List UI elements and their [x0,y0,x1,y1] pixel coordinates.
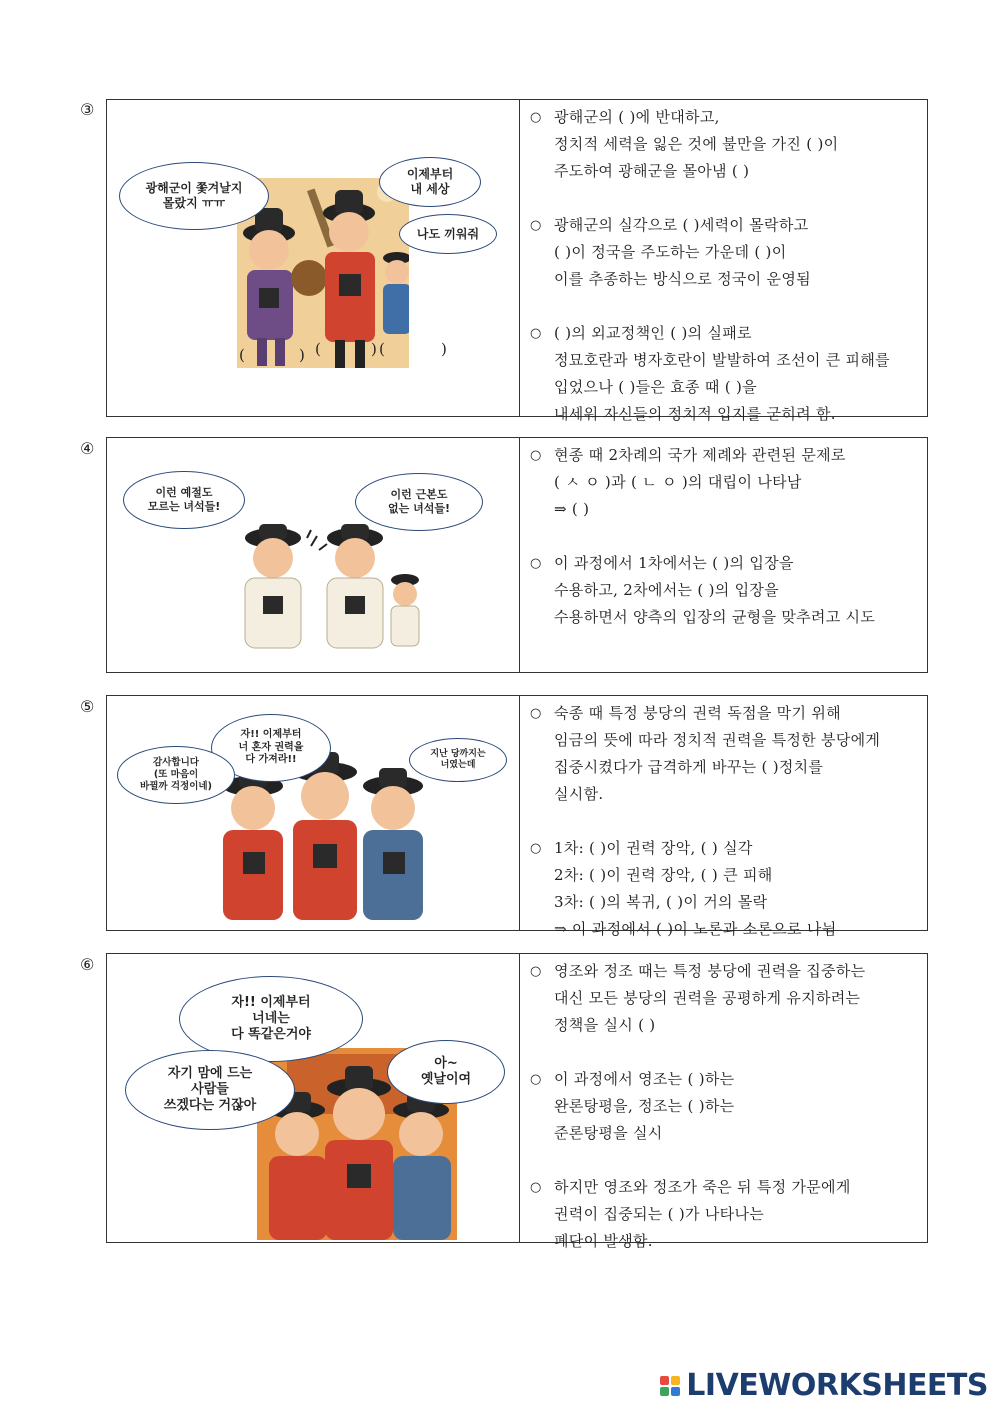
section-6-illustration [107,954,520,1242]
paragraph [530,835,919,943]
bullet-icon: ○ [530,841,542,856]
speech-bubble: 이런 예절도 모르는 녀석들! [123,471,245,529]
text-line: ( )이 정국을 주도하는 가운데 ( )이 [554,243,787,261]
text-line: 준론탕평을 실시 [554,1124,663,1142]
text-line: 수용하면서 양측의 입장의 균형을 맞추려고 시도 [554,608,876,626]
text-line: 실시함. [554,785,604,803]
text-line: 정치적 세력을 잃은 것에 불만을 가진 ( )이 [554,135,839,153]
logo-square [671,1376,680,1385]
text-line: 폐단이 발생함. [554,1232,653,1250]
section-3-box [106,99,928,423]
speech-bubble: 아~ 옛날이여 [387,1040,505,1104]
text-line: 정책을 실시 ( ) [554,1016,656,1034]
bullet-icon: ○ [530,706,542,721]
speech-bubble: 광해군이 쫓겨날지 몰랐지 ㅠㅠ [119,162,269,230]
text-line: 내세워 자신들의 정치적 입지를 굳히려 함. [554,405,836,423]
bullet-icon: ○ [530,110,542,125]
answer-blank-open: ( [315,340,321,358]
bullet-icon: ○ [530,964,542,979]
text-line: 권력이 집중되는 ( )가 나타나는 [554,1205,765,1223]
speech-bubble: 나도 끼워줘 [399,214,497,254]
section-number-3: ③ [80,100,95,119]
section-3-illustration [107,100,520,416]
cartoon-scene-hwanguk [207,752,437,926]
bullet-icon: ○ [530,556,542,571]
text-line: 1차: ( )이 권력 장악, ( ) 실각 [554,839,753,857]
paragraph [530,958,919,1039]
answer-blank-close: ) [371,340,377,358]
answer-blank-close: ) [299,346,305,364]
text-line: 광해군의 실각으로 ( )세력이 몰락하고 [554,216,809,234]
logo-square [660,1376,669,1385]
speech-bubble: 자!! 이제부터 너네는 다 똑같은거야 [179,976,363,1062]
logo-mark-icon [660,1376,680,1396]
text-line: 현종 때 2차례의 국가 제례와 관련된 문제로 [554,446,846,464]
text-line: ( )의 외교정책인 ( )의 실패로 [554,324,752,342]
speech-bubble: 자!! 이제부터 너 혼자 권력을 다 가져라!! [211,714,331,782]
bullet-icon: ○ [530,326,542,341]
bullet-icon: ○ [530,1180,542,1195]
text-line: 수용하고, 2차에서는 ( )의 입장을 [554,581,779,599]
section-number-5: ⑤ [80,697,95,716]
text-line: 이 과정에서 영조는 ( )하는 [554,1070,735,1088]
answer-blank-open: ( [239,346,245,364]
paragraph [530,442,919,523]
section-number-6: ⑥ [80,955,95,974]
section-3-text [520,100,927,423]
text-line: 대신 모든 붕당의 권력을 공평하게 유지하려는 [554,989,861,1007]
speech-bubble: 감사합니다 (또 마음이 바뀔까 걱정이네) [117,746,235,804]
paragraph [530,1174,919,1255]
text-line: 완론탕평을, 정조는 ( )하는 [554,1097,735,1115]
paragraph [530,1066,919,1147]
bullet-icon: ○ [530,218,542,233]
section-5-illustration [107,696,520,930]
text-line: 3차: ( )의 복귀, ( )이 거의 몰락 [554,893,768,911]
text-line: 2차: ( )이 권력 장악, ( ) 큰 피해 [554,866,773,884]
text-line: ( ㅅ ㅇ )과 ( ㄴ ㅇ )의 대립이 나타남 [554,473,802,491]
text-line: 숙종 때 특정 붕당의 권력 독점을 막기 위해 [554,704,841,722]
paragraph [530,550,919,631]
bullet-icon: ○ [530,448,542,463]
logo-text: LIVEWORKSHEETS [686,1368,988,1403]
section-6-box [106,953,928,1250]
text-line: 광해군의 ( )에 반대하고, [554,108,720,126]
section-5-text [520,696,927,938]
logo-square [671,1387,680,1396]
answer-blank-open: ( [379,340,385,358]
text-line: ⇒ ( ) [554,500,590,518]
text-line: 임금의 뜻에 따라 정치적 권력을 특정한 붕당에게 [554,731,881,749]
text-line: 하지만 영조와 정조가 죽은 뒤 특정 가문에게 [554,1178,851,1196]
speech-bubble: 이제부터 내 세상 [379,157,481,207]
paragraph [530,320,919,428]
text-line: 영조와 정조 때는 특정 붕당에 권력을 집중하는 [554,962,866,980]
text-line: ⇒ 이 과정에서 ( )이 노론과 소론으로 나뉨 [554,920,837,938]
section-4-illustration [107,438,520,672]
bullet-icon: ○ [530,1072,542,1087]
answer-blank-close: ) [441,340,447,358]
liveworksheets-logo[interactable] [660,1368,988,1403]
logo-square [660,1387,669,1396]
text-line: 입었으나 ( )들은 효종 때 ( )을 [554,378,757,396]
section-number-4: ④ [80,439,95,458]
text-line: 이를 추종하는 방식으로 정국이 운영됨 [554,270,811,288]
section-4-text [520,438,927,672]
paragraph [530,212,919,293]
section-5-box [106,695,928,938]
text-line: 이 과정에서 1차에서는 ( )의 입장을 [554,554,794,572]
text-line: 정묘호란과 병자호란이 발발하여 조선이 큰 피해를 [554,351,890,369]
text-line: 주도하여 광해군을 몰아냄 ( ) [554,162,750,180]
speech-bubble: 이런 근본도 없는 녀석들! [355,473,483,531]
speech-bubble: 자기 맘에 드는 사람들 쓰겠다는 거잖아 [125,1050,295,1130]
speech-bubble: 지난 당까지는 너였는데 [409,738,507,782]
text-line: 집중시켰다가 급격하게 바꾸는 ( )정치를 [554,758,824,776]
cartoon-scene-debate [227,524,427,664]
section-6-text [520,954,927,1250]
paragraph [530,104,919,185]
section-4-box [106,437,928,673]
paragraph [530,700,919,808]
